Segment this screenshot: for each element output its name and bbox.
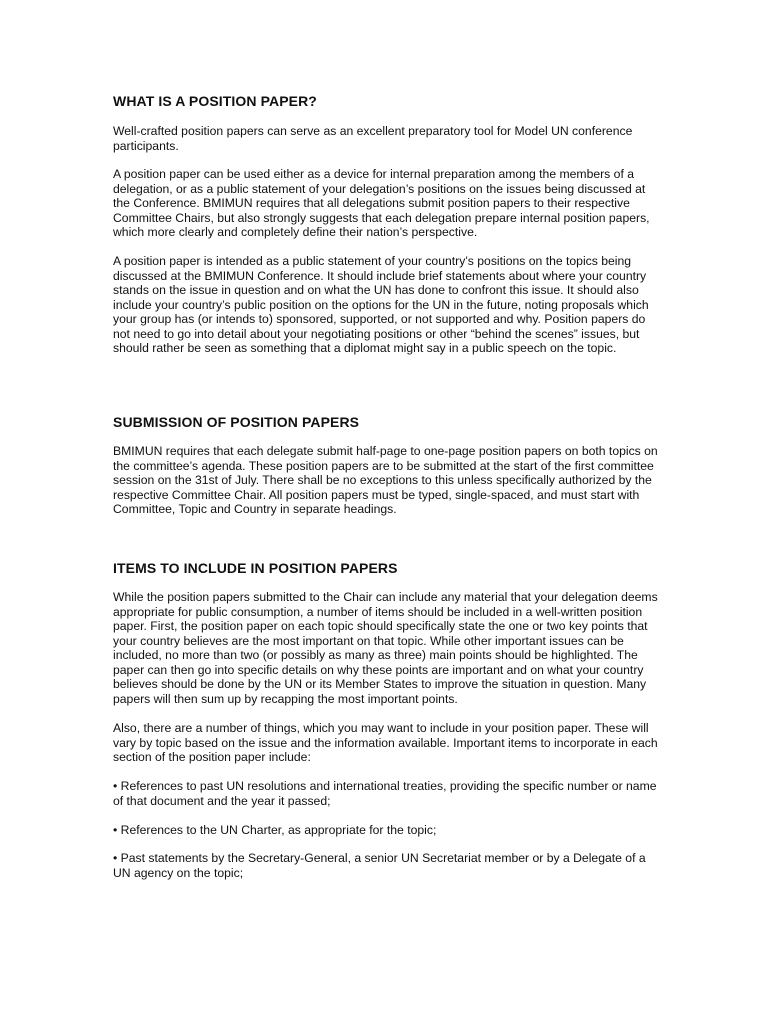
bullet-item: • Past statements by the Secretary-General, a senior UN Secretariat member or by a Delegate of a UN agency on the topic; [113, 851, 646, 880]
section-title-submission: SUBMISSION OF POSITION PAPERS [113, 414, 360, 430]
section-title-items-to-include: ITEMS TO INCLUDE IN POSITION PAPERS [113, 560, 398, 576]
paragraph: A position paper can be used either as a device for internal preparation among the members of a delegation, or as a public statement of your delegation’s positions on the issues being discussed at the Conference. BMIMUN requires that all delegations submit position papers to their respective Committee Chairs, but also strongly suggests that each delegation prepare internal position papers, which more clearly and completely define their nation’s perspective. [113, 167, 650, 240]
paragraph: While the position papers submitted to the Chair can include any material that your delegation deems appropriate for public consumption, a number of items should be included in a well-written position paper. First, the position paper on each topic should specifically state the one or two key points that your country believes are the most important on that topic. While other important issues can be included, no more than two (or possibly as many as three) main points should be highlighted. The paper can then go into specific details on why these points are important and on what your country believes should be done by the UN or its Member States to improve the situation in question. Many papers will then sum up by recapping the most important points. [113, 590, 658, 706]
paragraph: Well-crafted position papers can serve as an excellent preparatory tool for Model UN conference participants. [113, 124, 633, 153]
bullet-item: • References to the UN Charter, as appropriate for the topic; [113, 823, 437, 837]
bullet-item: • References to past UN resolutions and international treaties, providing the specific number or name of that document and the year it passed; [113, 779, 657, 808]
section-title-what-is-position-paper: WHAT IS A POSITION PAPER? [113, 93, 317, 109]
paragraph: A position paper is intended as a public statement of your country’s positions on the topics being discussed at the BMIMUN Conference. It should include brief statements about where your country stands on the issue in question and on what the UN has done to confront this issue. It should also include your country’s public position on the options for the UN in the future, noting proposals which your group has (or intends to) sponsored, supported, or not supported and why. Position papers do not need to go into detail about your negotiating positions or other “behind the scenes” issues, but should rather be seen as something that a diplomat might say in a public speech on the topic. [113, 254, 649, 356]
paragraph: BMIMUN requires that each delegate submit half-page to one-page position papers on both topics on the committee’s agenda. These position papers are to be submitted at the start of the first committee session on the 31st of July. There shall be no exceptions to this unless specifically authorized by the respective Committee Chair. All position papers must be typed, single-spaced, and must start with Committee, Topic and Country in separate headings. [113, 444, 658, 517]
paragraph: Also, there are a number of things, which you may want to include in your position paper. These will vary by topic based on the issue and the information available. Important items to incorporate in each section of the position paper include: [113, 721, 658, 765]
